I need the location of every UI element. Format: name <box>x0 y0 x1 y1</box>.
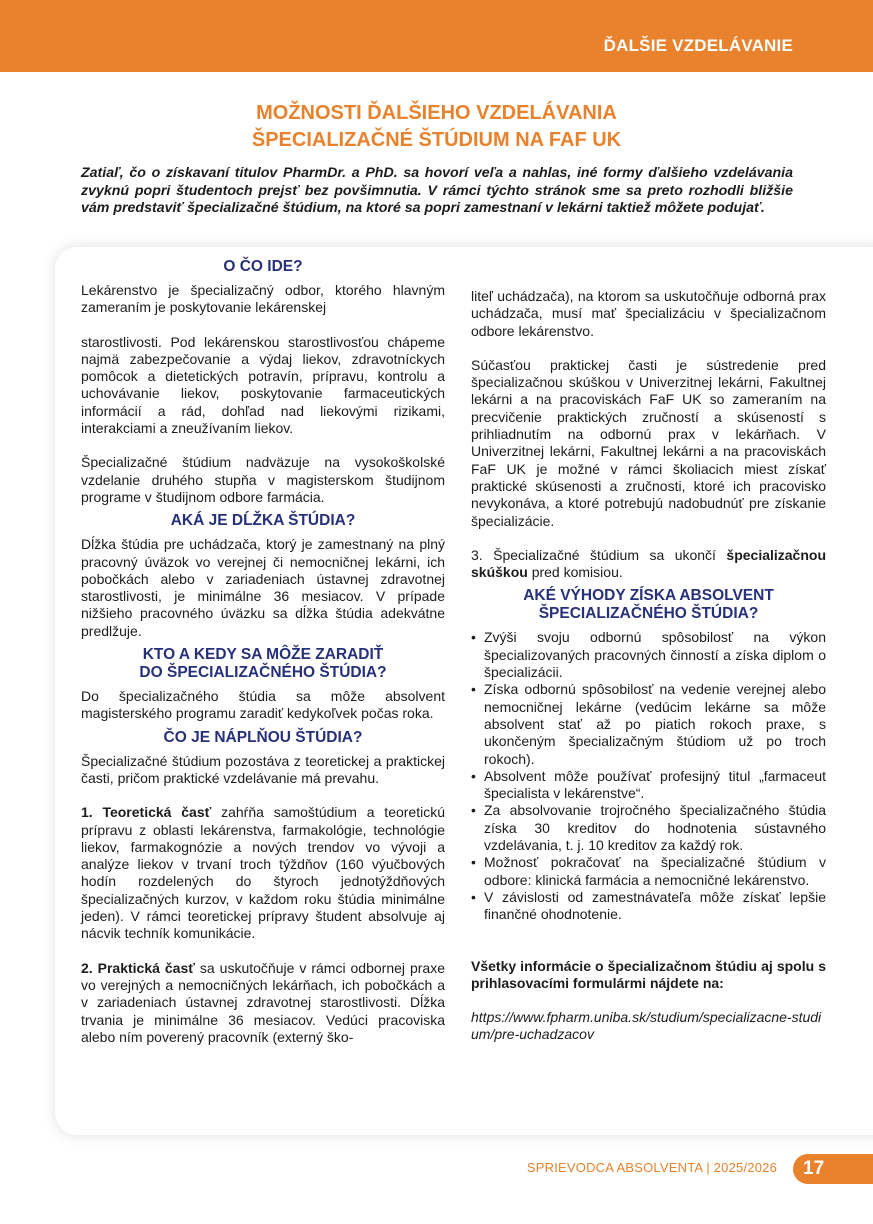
paragraph-content: Špecializačné štúdium pozostáva z teoretickej a praktickej časti, pričom praktické vzdelávanie má prevahu. <box>81 752 445 786</box>
heading-benefits-line2: ŠPECIALIZAČNÉHO ŠTÚDIA? <box>538 605 759 623</box>
section-tag: ĎALŠIE VZDELÁVANIE <box>603 36 793 55</box>
paragraph-practice-cont: liteľ uchádzača), na ktorom sa uskutočňuje odborná prax uchádzača, musí mať špecializáciu v špecializačnom odbore lekárenstvo. <box>471 288 826 339</box>
paragraph-who: Do špecializačného štúdia sa môže absolvent magisterského programu zaradiť kedykoľvek počas roka. <box>81 688 445 722</box>
theory-label: 1. Teoretická časť <box>81 804 212 821</box>
heading-what: O ČO IDE? <box>223 258 303 275</box>
heading-who-line2: DO ŠPECIALIZAČNÉHO ŠTÚDIA? <box>139 664 387 682</box>
heading-benefits-line1: AKÉ VÝHODY ZÍSKA ABSOLVENT <box>523 587 774 605</box>
page-title-line2: ŠPECIALIZAČNÉ ŠTÚDIUM NA FAF UK <box>251 129 622 151</box>
practice-label: 2. Praktická časť <box>81 959 195 976</box>
list-item: • Získa odbornú spôsobilosť na vedenie verejnej alebo nemocničnej lekárne (vedúcim lekárne sa môže absolvent stať až po piatich rokoch praxe, s ukončeným špecializačným štúdiom už po troch rokoch). <box>471 681 826 767</box>
paragraph-theory <box>81 804 445 942</box>
paragraph-what-1: Lekárenstvo je špecializačný odbor, ktorého hlavným zameraním je poskytovanie lekárenskej <box>81 282 445 316</box>
theory-text: zahŕňa samoštúdium a teoretickú prípravu z oblasti lekárenstva, farmakológie, technológie liekov, farmakognózie a nových trendov vo vývoji a analýze liekov v trvaní troch týždňov (160 výučbových hodín rozdelených do štyroch jednotýždňových špecializačných kurzov, v každom roku štúdia minimálne jeden). V rámci teoretickej prípravy študent absolvuje aj nácvik techník komunikácie. <box>81 804 445 942</box>
paragraph-length: Dĺžka štúdia pre uchádzača, ktorý je zamestnaný na plný pracovný úväzok vo verejnej či nemocničnej lekárni, ich pobočkách alebo v zariadeniach ústavnej zdravotnej starostlivosti, je minimálne 36 mesiacov. V prípade nižšieho pracovného úväzku sa dĺžka štúdia adekvátne predlžuje. <box>81 536 445 639</box>
list-item: • Možnosť pokračovať na špecializačné štúdium v odbore: klinická farmácia a nemocničné lekárenstvo. <box>471 854 826 889</box>
paragraph-intensive: Súčasťou praktickej časti je sústredenie pred špecializačnou skúškou v Univerzitnej lekárni, Fakultnej lekárni a na pracoviskách FaF UK so zameraním na precvičenie praktických zručností a skúseností s prihliadnutím na odbornú prax v lekárňach. V Univerzitnej lekárni, Fakultnej lekárni a na pracoviskách FaF UK je možné v rámci školiacich miest získať praktické skúsenosti a zručnosti, ktoré ich pracovisko nevykonáva, a ktoré potrebujú nadobudnúť pre získanie špecializácie. <box>471 356 826 529</box>
right-column <box>471 288 826 1044</box>
list-item: • Zvýši svoju odbornú spôsobilosť na výkon špecializovaných pracovných činností a získa diplom o špecializácii. <box>471 629 826 681</box>
practice-text: sa uskutočňuje v rámci odbornej praxe vo verejných a nemocničných lekárňach, ich pobočkách a v zariadeniach ústavnej zdravotnej starostlivosti. Dĺžka trvania je minimálne 36 mesiacov. Vedúci pracoviska alebo ním poverený pracovník (externý ško- <box>81 959 445 1045</box>
intro-paragraph: Zatiaľ, čo o získavaní titulov PharmDr. a PhD. sa hovorí veľa a nahlas, iné formy ďalšieho vzdelávania zvyknú popri študentoch prejsť bez povšimnutia. V rámci týchto stránok sme sa preto rozhodli bližšie vám predstaviť špecializačné štúdium, na ktoré sa popri zamestnaní v lekárni taktiež môžete podujať. <box>81 165 793 217</box>
list-item: • V závislosti od zamestnávateľa môže získať lepšie finančné ohodnotenie. <box>471 889 826 924</box>
left-column <box>81 258 445 1046</box>
heading-who-line1: KTO A KEDY SA MÔŽE ZARADIŤ <box>142 646 384 664</box>
paragraph-exam <box>471 547 826 582</box>
url-text[interactable]: https://www.fpharm.uniba.sk/studium/specializacne-studium/pre-uchadzacov <box>471 1009 822 1043</box>
paragraph-what-3: Špecializačné štúdium nadväzuje na vysokoškolské vzdelanie druhého stupňa v magisterskom študijnom programe v študijnom odbore farmácia. <box>81 454 445 505</box>
benefits-list <box>471 629 826 923</box>
info-text: Všetky informácie o špecializačnom štúdiu aj spolu s prihlasovacími formulármi nájdete na: <box>471 957 826 991</box>
page-number: 17 <box>803 1158 825 1179</box>
list-item: • Za absolvovanie trojročného špecializačného štúdia získa 30 kreditov do hodnotenia sústavného vzdelávania, t. j. 10 kreditov za každý rok. <box>471 802 826 854</box>
page-title-line1: MOŽNOSTI ĎALŠIEHO VZDELÁVANIA <box>256 102 617 124</box>
exam-suffix: pred komisiou. <box>527 564 623 581</box>
info-paragraph <box>471 958 826 993</box>
paragraph-what-2: starostlivosti. Pod lekárenskou starostlivosťou chápeme najmä zabezpečovanie a výdaj liekov, zdravotníckych pomôcok a dietetických potravín, prípravu, kontrolu a uchovávanie liekov, poskytovanie farmaceutických informácií a rád, dohľad nad liekovými rizikami, interakciami a zneužívaním liekov. <box>81 333 445 437</box>
heading-length: AKÁ JE DĹŽKA ŠTÚDIA? <box>170 512 356 530</box>
heading-content: ČO JE NÁPLŇOU ŠTÚDIA? <box>163 728 363 746</box>
list-item: • Absolvent môže používať profesijný titul „farmaceut špecialista v lekárenstve“. <box>471 768 826 803</box>
info-url[interactable] <box>471 1009 826 1044</box>
exam-bold: špecializačnou skúškou <box>471 546 826 581</box>
exam-prefix: 3. Špecializačné štúdium sa ukončí <box>471 546 727 563</box>
paragraph-practice <box>81 960 445 1046</box>
footer-text: SPRIEVODCA ABSOLVENTA | 2025/2026 <box>526 1160 777 1175</box>
